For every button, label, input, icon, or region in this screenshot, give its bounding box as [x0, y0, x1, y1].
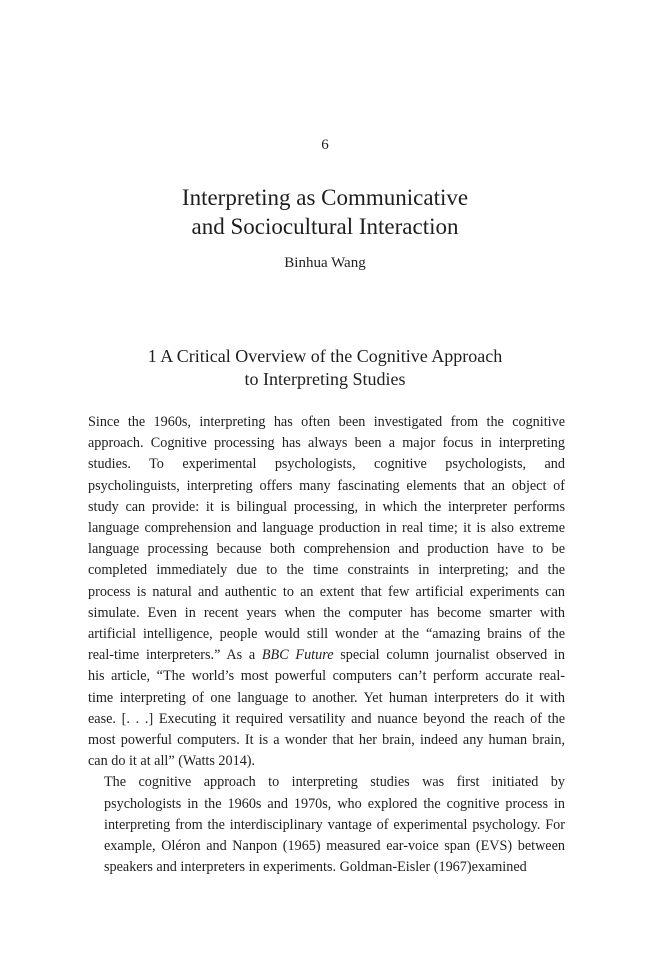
chapter-title — [0, 183, 650, 241]
chapter-author: Binhua Wang — [284, 255, 366, 271]
paragraph-line: studies. To experimental psychologists, cognitive psychologists, and — [88, 456, 565, 473]
paragraph-line: completed immediately due to the time constraints in interpreting; and the — [88, 562, 565, 579]
section-heading-line: 1 A Critical Overview of the Cognitive Approach — [147, 346, 503, 366]
paragraph-line: time interpreting of one language to another. Yet human interpreters do it with — [88, 689, 565, 706]
paragraph-line: language comprehension and language production in real time; it is also extreme — [88, 520, 565, 537]
chapter-title-line: Interpreting as Communicative — [181, 185, 469, 210]
paragraph-line: process is natural and authentic to an extent that few artificial experiments can — [88, 583, 565, 600]
paragraph-line: The cognitive approach to interpreting studies was first initiated by — [104, 774, 565, 791]
paragraph-line: his article, “The world’s most powerful computers can’t perform accurate real- — [88, 668, 565, 685]
paragraph-line: interpreting from the interdisciplinary vantage of experimental psychology. For — [104, 816, 565, 833]
body-text — [88, 412, 565, 878]
chapter-title-line: and Sociocultural Interaction — [191, 214, 459, 239]
paragraph-line: language processing because both comprehension and production have to be — [88, 541, 565, 558]
section-heading — [0, 345, 650, 391]
paragraph-line: study can provide: it is bilingual processing, in which the interpreter performs — [88, 498, 565, 515]
paragraph-line: psycholinguists, interpreting offers many fascinating elements that an object of — [88, 477, 565, 494]
paragraph-line: real-time interpreters.” As a BBC Future special column journalist observed in — [88, 647, 565, 664]
section-heading-line: to Interpreting Studies — [244, 369, 406, 389]
paragraph-line: most powerful computers. It is a wonder that her brain, indeed any human brain, — [88, 732, 565, 749]
paragraph-line: example, Oléron and Nanpon (1965) measured ear-voice span (EVS) between — [104, 838, 565, 855]
paragraph-line: ease. [. . .] Executing it required versatility and nuance beyond the reach of the — [88, 710, 565, 727]
body-paragraph — [88, 772, 565, 878]
paragraph-line: simulate. Even in recent years when the computer has become smarter with — [88, 604, 565, 621]
paragraph-line: Since the 1960s, interpreting has often been investigated from the cognitive — [88, 414, 565, 430]
paragraph-line: psychologists in the 1960s and 1970s, who explored the cognitive process in — [104, 795, 565, 812]
body-paragraph — [88, 412, 565, 772]
paragraph-line: approach. Cognitive processing has always been a major focus in interpreting — [88, 435, 565, 452]
paragraph-line: artificial intelligence, people would still wonder at the “amazing brains of the — [88, 626, 565, 643]
chapter-number: 6 — [321, 137, 329, 153]
paragraph-line: can do it at all” (Watts 2014). — [88, 753, 256, 770]
paragraph-line: speakers and interpreters in experiments. Goldman-Eisler (1967)examined — [104, 859, 527, 876]
